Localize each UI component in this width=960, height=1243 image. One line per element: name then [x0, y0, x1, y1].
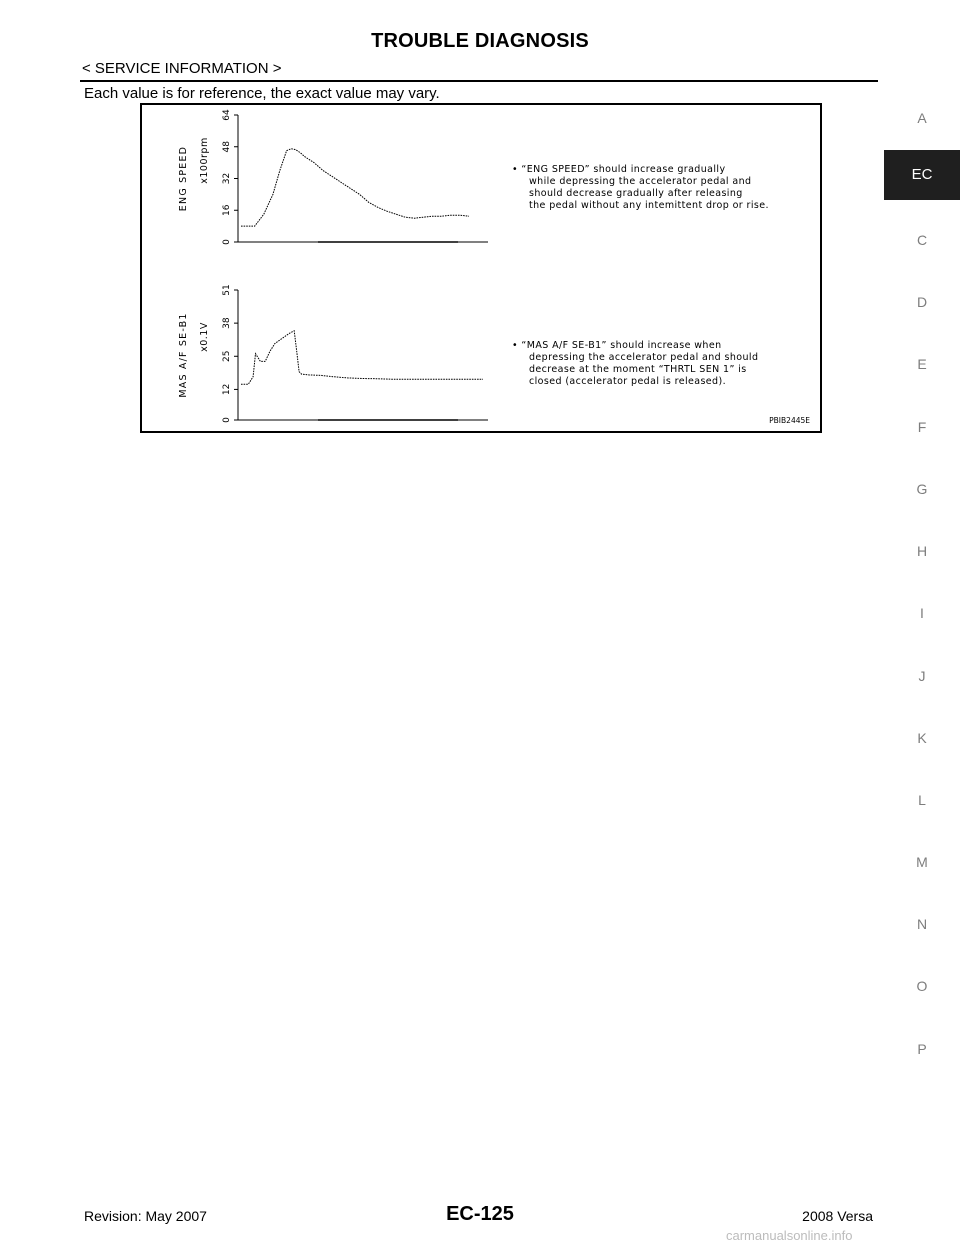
eng-speed-tick-label: 64 — [222, 109, 232, 121]
eng-speed-annotation-line: should decrease gradually after releasing — [529, 188, 743, 199]
footer-model: 2008 Versa — [802, 1208, 873, 1224]
eng-speed-y-label: ENG SPEED — [178, 145, 189, 212]
section-tab-f[interactable]: F — [917, 419, 927, 435]
section-tab-c[interactable]: C — [916, 232, 928, 248]
mas-af-annotation-line: decrease at the moment “THRTL SEN 1” is — [529, 364, 747, 375]
mas-af-tick-label: 51 — [222, 284, 232, 296]
section-tab-a[interactable]: A — [917, 110, 927, 126]
section-tab-j[interactable]: J — [918, 668, 926, 684]
eng-speed-tick-label: 0 — [222, 239, 232, 245]
watermark: carmanualsonline.info — [726, 1228, 853, 1243]
data-monitor-figure — [140, 103, 822, 433]
eng-speed-tick-label: 48 — [222, 141, 232, 153]
section-tab-o[interactable]: O — [916, 978, 928, 994]
section-tab-i[interactable]: I — [920, 605, 924, 621]
reference-note: Each value is for reference, the exact value may vary. — [84, 85, 440, 102]
section-tab-h[interactable]: H — [916, 543, 928, 559]
section-tab-ec[interactable]: EC — [884, 150, 960, 200]
eng-speed-y-unit: x100rpm — [199, 137, 210, 184]
section-tab-l[interactable]: L — [918, 792, 926, 808]
section-label: < SERVICE INFORMATION > — [82, 60, 282, 77]
mas-af-series-line — [241, 331, 483, 385]
eng-speed-annotation-line: the pedal without any intemittent drop or rise. — [529, 200, 769, 211]
section-tab-d[interactable]: D — [916, 294, 928, 310]
eng-speed-annotation-line: while depressing the accelerator pedal and — [529, 176, 752, 187]
section-tab-n[interactable]: N — [916, 916, 928, 932]
mas-af-tick-label: 0 — [222, 417, 232, 423]
mas-af-tick-label: 25 — [222, 350, 232, 363]
footer-revision: Revision: May 2007 — [84, 1208, 207, 1224]
section-tab-m[interactable]: M — [916, 854, 928, 870]
mas-af-tick-label: 38 — [222, 317, 232, 329]
section-tab-e[interactable]: E — [917, 356, 927, 372]
page-number: EC-125 — [446, 1203, 514, 1225]
section-tab-p[interactable]: P — [917, 1041, 927, 1057]
eng-speed-tick-label: 32 — [222, 172, 232, 185]
page-title: TROUBLE DIAGNOSIS — [371, 30, 589, 52]
mas-af-y-label: MAS A/F SE-B1 — [178, 312, 189, 398]
eng-speed-series-line — [241, 149, 469, 226]
header-divider — [80, 80, 878, 82]
mas-af-tick-label: 12 — [222, 383, 232, 396]
mas-af-annotation-line: • “MAS A/F SE-B1” should increase when — [512, 340, 722, 351]
mas-af-annotation-line: closed (accelerator pedal is released). — [529, 376, 727, 387]
mas-af-y-unit: x0.1V — [199, 322, 210, 352]
mas-af-annotation-line: depressing the accelerator pedal and should — [529, 352, 759, 363]
section-tab-g[interactable]: G — [916, 481, 928, 497]
section-tab-k[interactable]: K — [917, 730, 927, 746]
figure-canvas — [142, 105, 820, 431]
figure-code: PBIB2445E — [769, 416, 810, 425]
eng-speed-tick-label: 16 — [222, 204, 232, 216]
eng-speed-annotation-line: • “ENG SPEED” should increase gradually — [512, 164, 726, 175]
